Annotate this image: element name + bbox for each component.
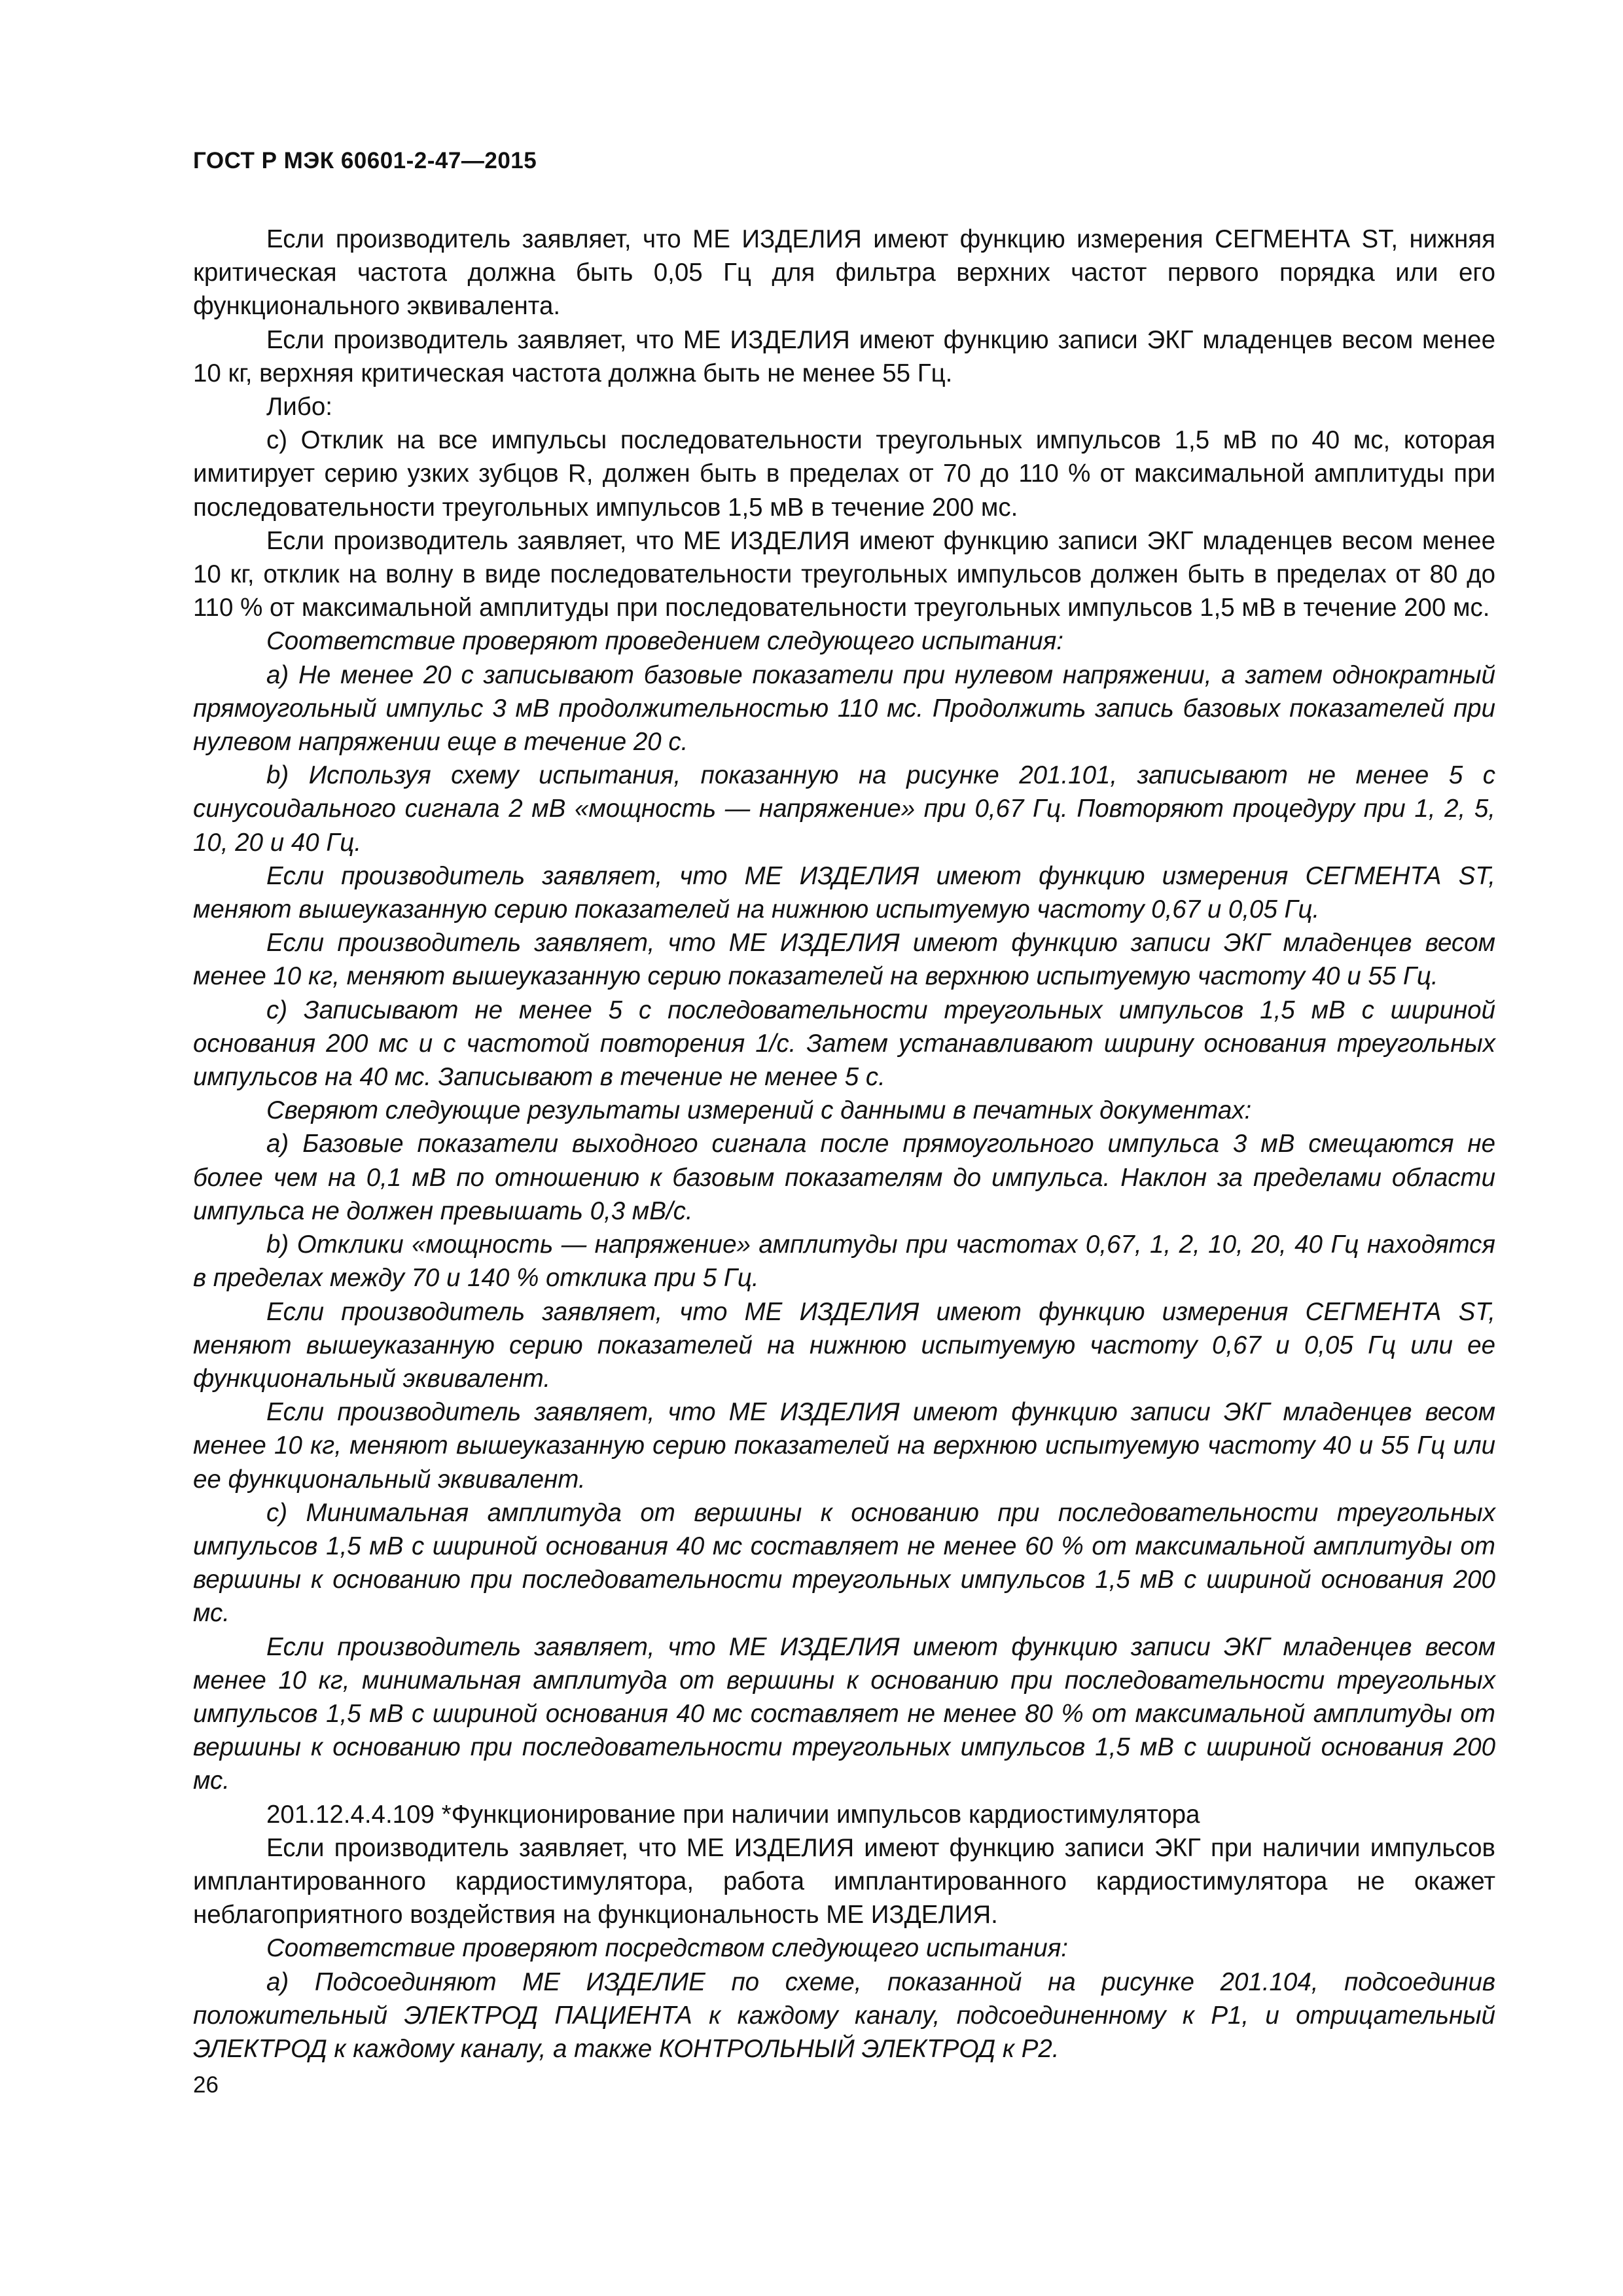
paragraph: Соответствие проверяют проведением следующего испытания: <box>266 627 1063 656</box>
paragraph: c) Записывают не менее 5 с последовательности треугольных импульсов 1,5 мВ с шириной основания 200 мс и с частотой повторения 1/с. Затем устанавливают ширину основания треугольных импульсов на 40 мс. Записывают в течение не менее 5 с. <box>193 996 1495 1092</box>
section-heading: 201.12.4.4.109 *Функционирование при наличии импульсов кардиостимулятора <box>266 1800 1200 1829</box>
document-body <box>193 223 1495 2066</box>
paragraph: Если производитель заявляет, что МЕ ИЗДЕЛИЯ имеют функцию записи ЭКГ младенцев весом менее 10 кг, отклик на волну в виде последовательности треугольных импульсов должен быть в пределах от 80 до 110 % от максимальной амплитуды при последовательности треугольных импульсов 1,5 мВ в течение 200 мс. <box>193 526 1495 622</box>
paragraph: Если производитель заявляет, что МЕ ИЗДЕЛИЯ имеют функцию измерения СЕГМЕНТА ST, меняют вышеуказанную серию показателей на нижнюю испытуемую частоту 0,67 и 0,05 Гц. <box>193 861 1495 924</box>
paragraph: Либо: <box>266 393 332 422</box>
paragraph: b) Используя схему испытания, показанную на рисунке 201.101, записывают не менее 5 с синусоидального сигнала 2 мВ «мощность — напряжение» при 0,67 Гц. Повторяют процедуру при 1, 2, 5, 10, 20 и 40 Гц. <box>193 761 1495 857</box>
paragraph: Сверяют следующие результаты измерений с данными в печатных документах: <box>266 1096 1252 1125</box>
paragraph: c) Минимальная амплитуда от вершины к основанию при последовательности треугольных импульсов 1,5 мВ с шириной основания 40 мс составляет не менее 60 % от максимальной амплитуды от вершины к основанию при последовательности треугольных импульсов 1,5 мВ с шириной основания 200 мс. <box>193 1498 1495 1628</box>
paragraph: Если производитель заявляет, что МЕ ИЗДЕЛИЯ имеют функцию записи ЭКГ младенцев весом менее 10 кг, меняют вышеуказанную серию показателей на верхнюю испытуемую частоту 40 и 55 Гц. <box>193 929 1495 991</box>
paragraph: a) Не менее 20 с записывают базовые показатели при нулевом напряжении, а затем однократный прямоугольный импульс 3 мВ продолжительностью 110 мс. Продолжить запись базовых показателей при нулевом напряжении еще в течение 20 с. <box>193 660 1495 757</box>
paragraph: b) Отклики «мощность — напряжение» амплитуды при частотах 0,67, 1, 2, 10, 20, 40 Гц находятся в пределах между 70 и 140 % отклика при 5 Гц. <box>193 1230 1495 1293</box>
paragraph: Если производитель заявляет, что МЕ ИЗДЕЛИЯ имеют функцию измерения СЕГМЕНТА ST, меняют вышеуказанную серию показателей на нижнюю испытуемую частоту 0,67 и 0,05 Гц или ее функциональный эквивалент. <box>193 1297 1495 1393</box>
paragraph: Если производитель заявляет, что МЕ ИЗДЕЛИЯ имеют функцию записи ЭКГ при наличии импульсов имплантированного кардиостимулятора, работа имплантированного кардиостимулятора не окажет неблагоприятного воздействия на функциональность МЕ ИЗДЕЛИЯ. <box>193 1833 1495 1929</box>
paragraph: Соответствие проверяют посредством следующего испытания: <box>266 1934 1068 1963</box>
document-header: ГОСТ Р МЭК 60601-2-47—2015 <box>193 148 537 173</box>
paragraph: a) Подсоединяют МЕ ИЗДЕЛИЕ по схеме, показанной на рисунке 201.104, подсоединив положительный ЭЛЕКТРОД ПАЦИЕНТА к каждому каналу, подсоединенному к Р1, и отрицательный ЭЛЕКТРОД к каждому каналу, а также КОНТРОЛЬНЫЙ ЭЛЕКТРОД к Р2. <box>193 1967 1495 2063</box>
paragraph: c) Отклик на все импульсы последовательности треугольных импульсов 1,5 мВ по 40 мс, которая имитирует серию узких зубцов R, должен быть в пределах от 70 до 110 % от максимальной амплитуды при последовательности треугольных импульсов 1,5 мВ в течение 200 мс. <box>193 426 1495 522</box>
paragraph: Если производитель заявляет, что МЕ ИЗДЕЛИЯ имеют функцию измерения СЕГМЕНТА ST, нижняя критическая частота должна быть 0,05 Гц для фильтра верхних частот первого порядка или его функционального эквивалента. <box>193 225 1495 321</box>
page-number: 26 <box>193 2072 219 2098</box>
paragraph: a) Базовые показатели выходного сигнала после прямоугольного импульса 3 мВ смещаются не более чем на 0,1 мВ по отношению к базовым показателям до импульса. Наклон за пределами области импульса не должен превышать 0,3 мВ/с. <box>193 1130 1495 1225</box>
paragraph: Если производитель заявляет, что МЕ ИЗДЕЛИЯ имеют функцию записи ЭКГ младенцев весом менее 10 кг, минимальная амплитуда от вершины к основанию при последовательности треугольных импульсов 1,5 мВ с шириной основания 40 мс составляет не менее 80 % от максимальной амплитуды от вершины к основанию при последовательности треугольных импульсов 1,5 мВ с шириной основания 200 мс. <box>193 1632 1495 1795</box>
paragraph: Если производитель заявляет, что МЕ ИЗДЕЛИЯ имеют функцию записи ЭКГ младенцев весом менее 10 кг, меняют вышеуказанную серию показателей на верхнюю испытуемую частоту 40 и 55 Гц или ее функциональный эквивалент. <box>193 1398 1495 1494</box>
paragraph: Если производитель заявляет, что МЕ ИЗДЕЛИЯ имеют функцию записи ЭКГ младенцев весом менее 10 кг, верхняя критическая частота должна быть не менее 55 Гц. <box>193 325 1495 387</box>
